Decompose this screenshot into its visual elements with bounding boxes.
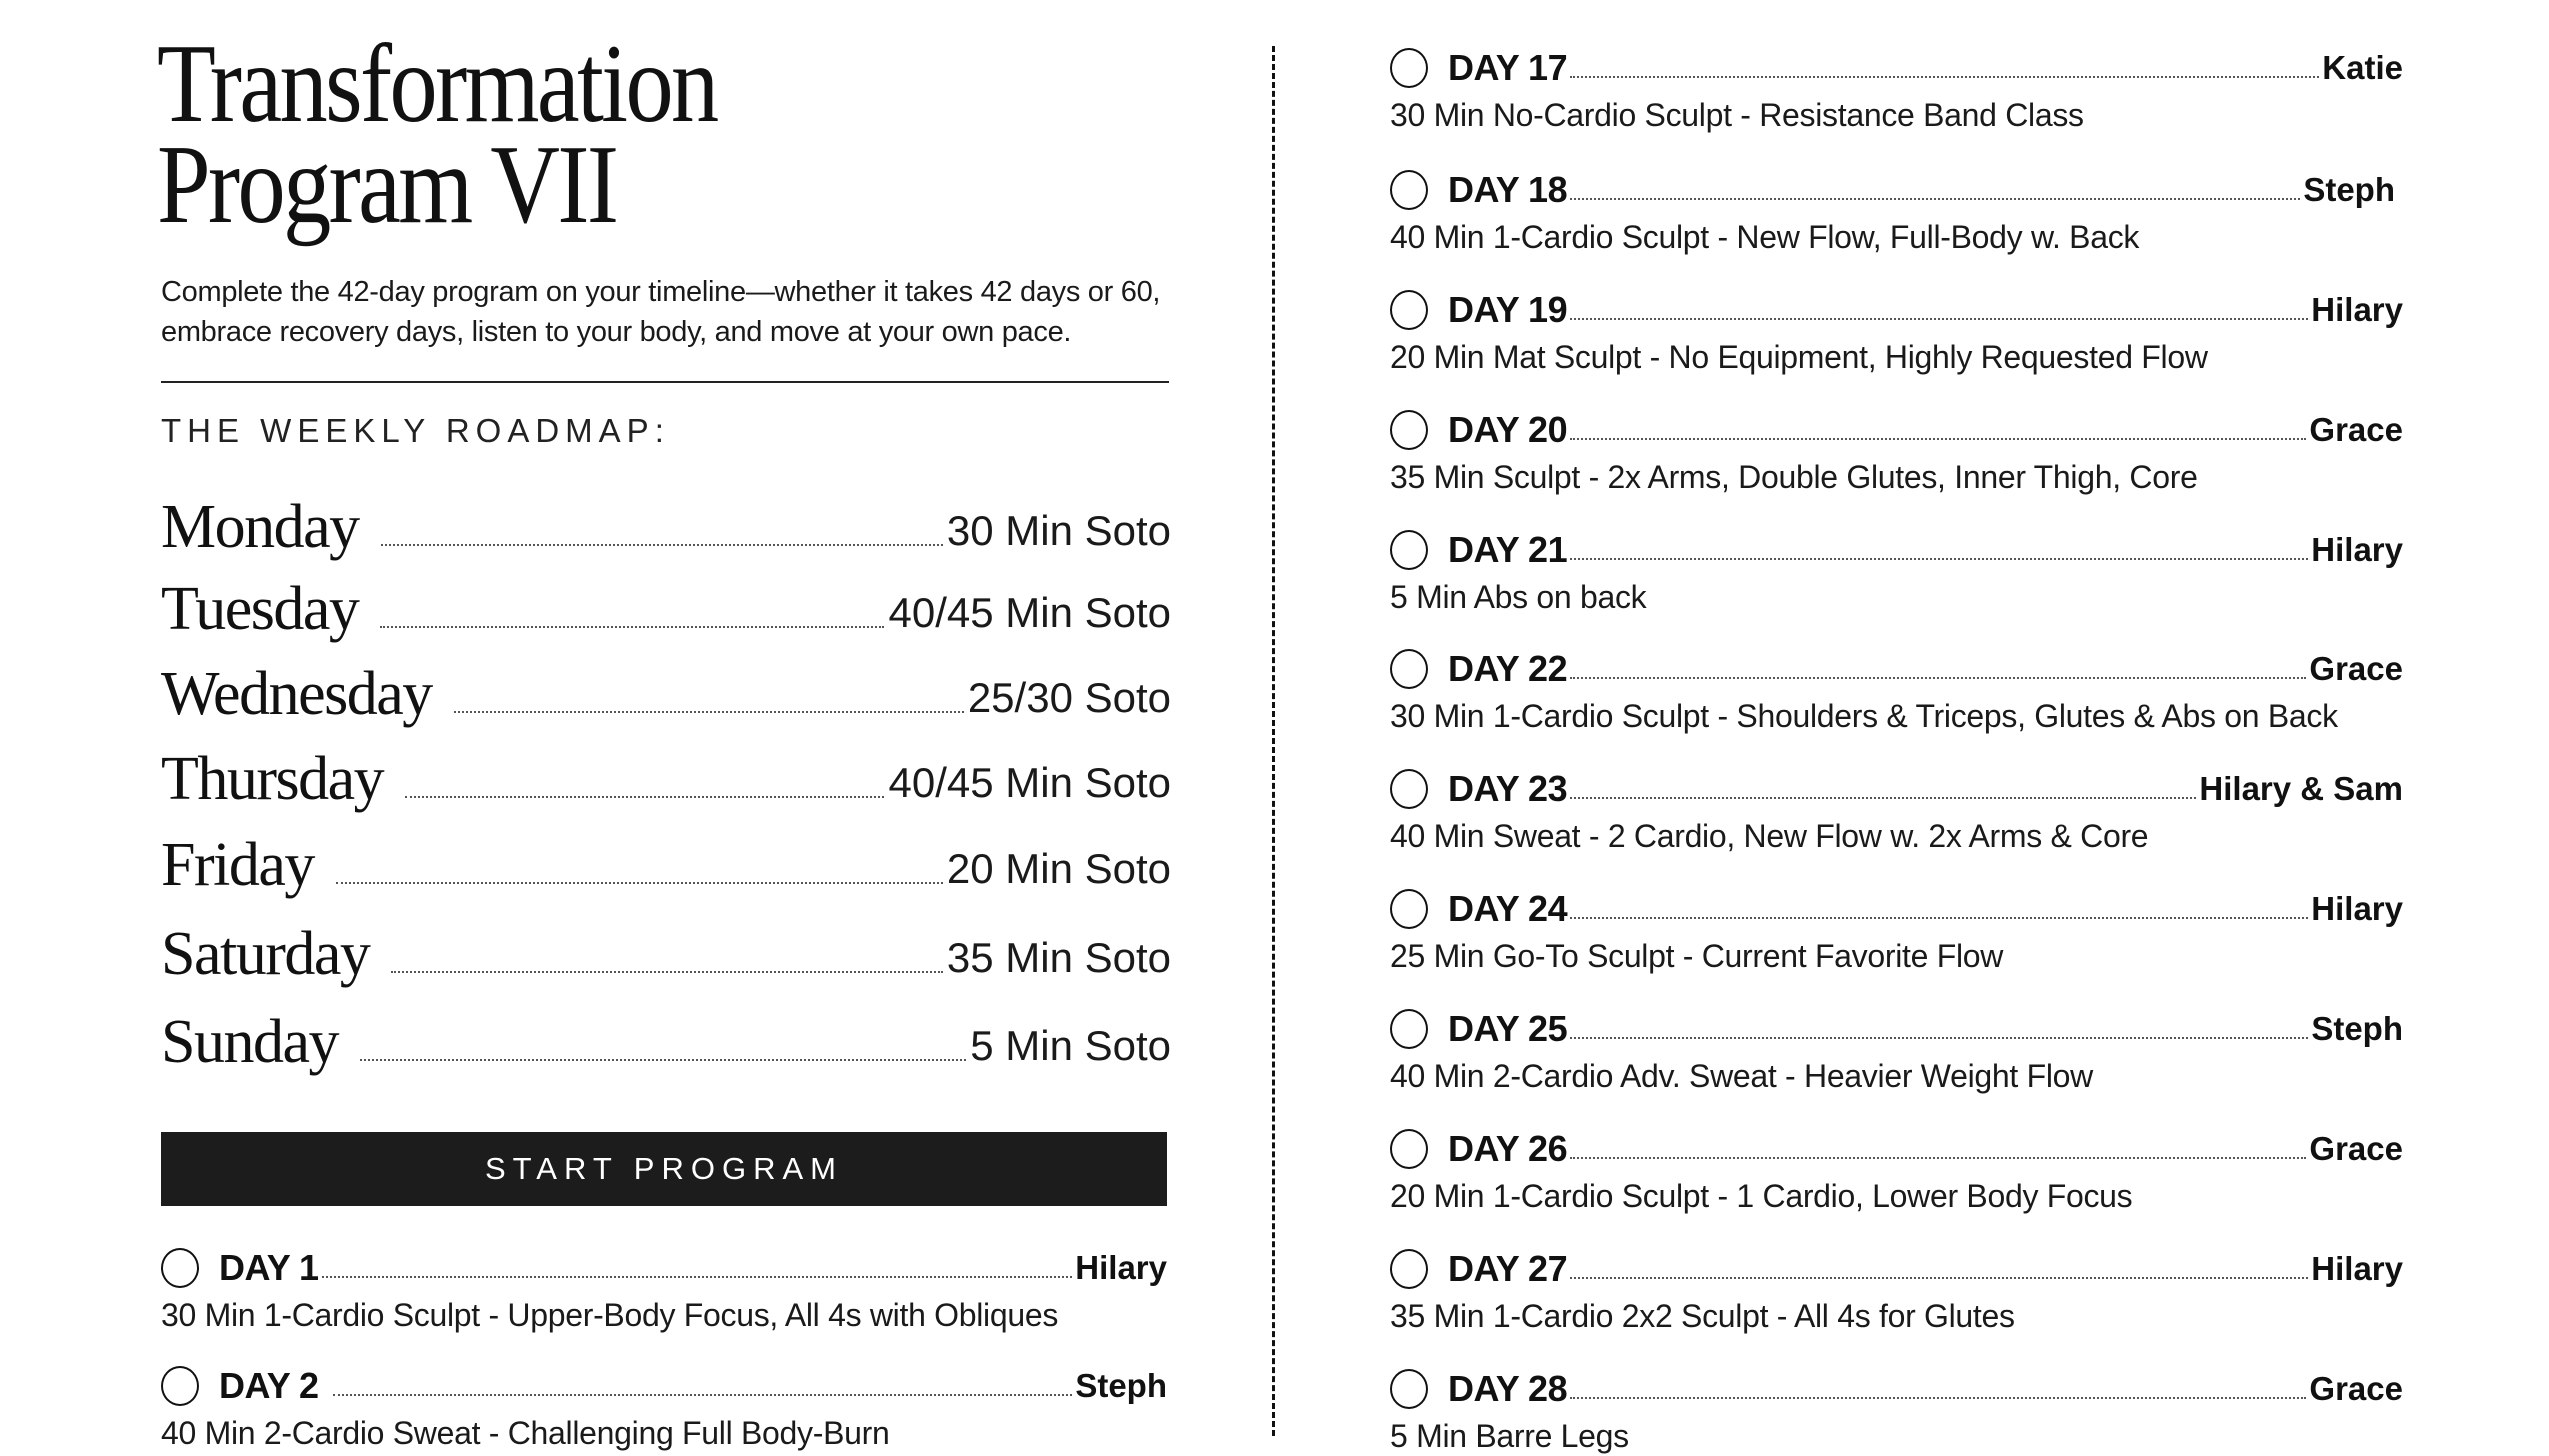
day-checkbox-circle-icon[interactable] [1390, 1369, 1428, 1409]
dot-leader [1570, 1397, 2306, 1399]
dot-leader [1570, 76, 2319, 78]
weekday-duration: 40/45 Min Soto [888, 589, 1171, 636]
title-line-2: Program VII [157, 123, 617, 247]
dot-leader [333, 1394, 1073, 1396]
day-checkbox-circle-icon[interactable] [1390, 889, 1428, 929]
roadmap-row-thursday [161, 740, 1171, 813]
page-title [157, 22, 717, 247]
weekday-label: Saturday [161, 920, 370, 988]
day-instructor: Hilary [2311, 291, 2403, 328]
roadmap-row-monday [161, 488, 1171, 561]
dot-leader [1570, 1157, 2306, 1159]
day-header [1390, 766, 2403, 812]
day-instructor: Hilary [2311, 1250, 2403, 1287]
day-label: DAY 22 [1448, 648, 1568, 689]
day-item-21 [1390, 527, 2403, 617]
day-description: 20 Min Mat Sculpt - No Equipment, Highly Requested Flow [1390, 339, 2208, 375]
roadmap-row-sunday [161, 1003, 1171, 1076]
day-header [1390, 886, 2403, 932]
day-instructor: Hilary [1075, 1249, 1167, 1286]
day-header [1390, 1366, 2403, 1412]
weekday-duration: 20 Min Soto [946, 845, 1171, 892]
day-instructor: Grace [2309, 1370, 2403, 1407]
start-program-button[interactable]: START PROGRAM [161, 1132, 1167, 1206]
day-instructor: Grace [2309, 650, 2403, 687]
day-item-27 [1390, 1246, 2403, 1336]
day-label: DAY 23 [1448, 768, 1568, 809]
day-label: DAY 1 [219, 1247, 319, 1288]
day-checkbox-circle-icon[interactable] [1390, 290, 1428, 330]
dot-leader [1570, 677, 2306, 679]
dot-leader [1570, 438, 2306, 440]
dot-leader [454, 711, 964, 713]
day-description: 35 Min Sculpt - 2x Arms, Double Glutes, Inner Thigh, Core [1390, 459, 2198, 495]
dot-leader [1570, 1037, 2308, 1039]
weekday-duration: 35 Min Soto [946, 934, 1171, 981]
day-header [1390, 287, 2403, 333]
dot-leader [391, 971, 942, 973]
weekday-duration: 5 Min Soto [970, 1022, 1171, 1069]
day-instructor: Katie [2322, 49, 2403, 86]
day-checkbox-circle-icon[interactable] [1390, 48, 1428, 88]
day-header [161, 1363, 1167, 1409]
day-description: 25 Min Go-To Sculpt - Current Favorite Flow [1390, 938, 2004, 974]
day-header [1390, 1126, 2403, 1172]
day-description: 30 Min No-Cardio Sculpt - Resistance Band Class [1390, 97, 2084, 133]
day-description: 30 Min 1-Cardio Sculpt - Shoulders & Triceps, Glutes & Abs on Back [1390, 698, 2338, 734]
day-header [1390, 45, 2403, 91]
dot-leader [322, 1276, 1073, 1278]
dot-leader [381, 544, 943, 546]
dot-leader [405, 796, 884, 798]
day-header [1390, 1246, 2403, 1292]
day-instructor: Steph [1075, 1367, 1167, 1404]
weekday-label: Tuesday [161, 575, 359, 643]
day-label: DAY 21 [1448, 529, 1568, 570]
day-description: 5 Min Abs on back [1390, 579, 1647, 615]
dot-leader [1570, 558, 2308, 560]
day-checkbox-circle-icon[interactable] [161, 1248, 199, 1288]
day-item-2 [161, 1363, 1167, 1453]
roadmap-row-saturday [161, 915, 1171, 988]
weekday-label: Wednesday [161, 660, 432, 728]
dot-leader [1570, 797, 2196, 799]
roadmap-row-tuesday [161, 570, 1171, 643]
weekday-label: Monday [161, 493, 359, 561]
day-instructor: Grace [2309, 411, 2403, 448]
day-label: DAY 18 [1448, 169, 1568, 210]
day-label: DAY 28 [1448, 1368, 1568, 1409]
day-checkbox-circle-icon[interactable] [1390, 649, 1428, 689]
day-header [161, 1245, 1167, 1291]
day-checkbox-circle-icon[interactable] [1390, 1009, 1428, 1049]
day-label: DAY 24 [1448, 888, 1568, 929]
roadmap-row-wednesday [161, 655, 1171, 728]
weekday-label: Thursday [161, 745, 384, 813]
day-label: DAY 25 [1448, 1008, 1568, 1049]
day-label: DAY 20 [1448, 409, 1568, 450]
roadmap-heading: THE WEEKLY ROADMAP: [161, 412, 670, 449]
day-description: 40 Min 1-Cardio Sculpt - New Flow, Full-Body w. Back [1390, 219, 2140, 255]
day-description: 40 Min Sweat - 2 Cardio, New Flow w. 2x Arms & Core [1390, 818, 2149, 854]
dot-leader [336, 882, 943, 884]
weekday-duration: 30 Min Soto [946, 507, 1171, 554]
title-line-1: Transformation [157, 22, 717, 146]
day-header [1390, 1006, 2403, 1052]
day-instructor: Hilary [2311, 890, 2403, 927]
day-checkbox-circle-icon[interactable] [1390, 410, 1428, 450]
dot-leader [360, 1059, 966, 1061]
day-header [1390, 646, 2403, 692]
day-checkbox-circle-icon[interactable] [1390, 170, 1428, 210]
dot-leader [380, 626, 884, 628]
dot-leader [1570, 917, 2308, 919]
day-label: DAY 17 [1448, 47, 1568, 88]
day-item-1 [161, 1245, 1167, 1335]
day-checkbox-circle-icon[interactable] [161, 1366, 199, 1406]
day-checkbox-circle-icon[interactable] [1390, 530, 1428, 570]
dot-leader [1570, 1277, 2308, 1279]
day-item-23 [1390, 766, 2403, 856]
day-description: 35 Min 1-Cardio 2x2 Sculpt - All 4s for Glutes [1390, 1298, 2015, 1334]
day-item-20 [1390, 407, 2403, 497]
day-item-22 [1390, 646, 2403, 736]
day-instructor: Hilary [2311, 531, 2403, 568]
day-label: DAY 19 [1448, 289, 1568, 330]
day-header [1390, 407, 2403, 453]
day-description: 40 Min 2-Cardio Adv. Sweat - Heavier Weight Flow [1390, 1058, 2093, 1094]
weekday-duration: 40/45 Min Soto [888, 759, 1171, 806]
day-instructor: Hilary & Sam [2199, 770, 2403, 807]
day-instructor: Steph [2303, 171, 2395, 208]
day-description: 20 Min 1-Cardio Sculpt - 1 Cardio, Lower Body Focus [1390, 1178, 2133, 1214]
day-description: 40 Min 2-Cardio Sweat - Challenging Full Body-Burn [161, 1415, 890, 1451]
dot-leader [1570, 198, 2300, 200]
horizontal-rule [161, 381, 1169, 383]
day-instructor: Steph [2311, 1010, 2403, 1047]
day-description: 30 Min 1-Cardio Sculpt - Upper-Body Focus, All 4s with Obliques [161, 1297, 1059, 1333]
day-checkbox-circle-icon[interactable] [1390, 1129, 1428, 1169]
day-item-26 [1390, 1126, 2403, 1216]
day-item-28 [1390, 1366, 2403, 1456]
day-item-25 [1390, 1006, 2403, 1096]
weekday-label: Friday [161, 831, 314, 899]
weekday-duration: 25/30 Soto [967, 674, 1171, 721]
day-checkbox-circle-icon[interactable] [1390, 1249, 1428, 1289]
day-header [1390, 167, 2403, 213]
day-item-19 [1390, 287, 2403, 377]
day-label: DAY 26 [1448, 1128, 1568, 1169]
column-divider [1272, 46, 1275, 1436]
weekday-label: Sunday [161, 1008, 338, 1076]
roadmap-row-friday [161, 826, 1171, 899]
day-item-17 [1390, 45, 2403, 135]
day-label: DAY 2 [219, 1365, 319, 1406]
day-item-24 [1390, 886, 2403, 976]
day-instructor: Grace [2309, 1130, 2403, 1167]
day-checkbox-circle-icon[interactable] [1390, 769, 1428, 809]
dot-leader [1570, 318, 2308, 320]
day-header [1390, 527, 2403, 573]
day-item-18 [1390, 167, 2403, 257]
day-label: DAY 27 [1448, 1248, 1568, 1289]
intro-text: Complete the 42-day program on your timeline—whether it takes 42 days or 60, embrace recovery days, listen to your body, and move at your own pace. [161, 276, 1161, 348]
day-description: 5 Min Barre Legs [1390, 1418, 1629, 1454]
